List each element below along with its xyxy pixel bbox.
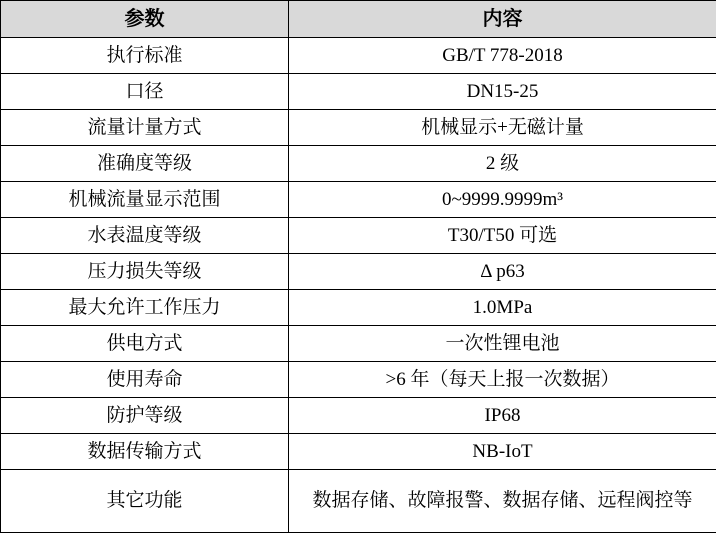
table-row xyxy=(1,182,716,218)
row-parameter: 压力损失等级 xyxy=(1,254,289,290)
row-value: IP68 xyxy=(289,398,716,434)
row-value: >6 年（每天上报一次数据） xyxy=(289,362,716,398)
table-row xyxy=(1,110,716,146)
row-parameter: 准确度等级 xyxy=(1,146,289,182)
table-row xyxy=(1,146,716,182)
table-body xyxy=(1,38,716,533)
row-value: GB/T 778-2018 xyxy=(289,38,716,74)
row-value: Δ p63 xyxy=(289,254,716,290)
row-parameter: 口径 xyxy=(1,74,289,110)
row-parameter: 数据传输方式 xyxy=(1,434,289,470)
row-parameter: 供电方式 xyxy=(1,326,289,362)
table-row xyxy=(1,434,716,470)
table-row xyxy=(1,326,716,362)
table-row xyxy=(1,470,716,533)
row-parameter: 最大允许工作压力 xyxy=(1,290,289,326)
row-parameter: 使用寿命 xyxy=(1,362,289,398)
row-parameter: 防护等级 xyxy=(1,398,289,434)
table-header-row xyxy=(1,1,716,38)
table-header xyxy=(1,1,716,38)
row-parameter: 流量计量方式 xyxy=(1,110,289,146)
table-row xyxy=(1,38,716,74)
table-row xyxy=(1,74,716,110)
row-value: 机械显示+无磁计量 xyxy=(289,110,716,146)
table-row xyxy=(1,398,716,434)
row-value: 0~9999.9999m³ xyxy=(289,182,716,218)
row-value: T30/T50 可选 xyxy=(289,218,716,254)
row-value: 1.0MPa xyxy=(289,290,716,326)
column-header-content: 内容 xyxy=(289,1,716,38)
row-parameter: 水表温度等级 xyxy=(1,218,289,254)
row-value: 一次性锂电池 xyxy=(289,326,716,362)
row-parameter: 其它功能 xyxy=(1,470,289,533)
row-value: 2 级 xyxy=(289,146,716,182)
row-parameter: 机械流量显示范围 xyxy=(1,182,289,218)
table-row xyxy=(1,362,716,398)
row-value: NB-IoT xyxy=(289,434,716,470)
row-value: DN15-25 xyxy=(289,74,716,110)
row-value: 数据存储、故障报警、数据存储、远程阀控等 xyxy=(289,470,716,533)
table-row xyxy=(1,254,716,290)
row-parameter: 执行标准 xyxy=(1,38,289,74)
column-header-parameter: 参数 xyxy=(1,1,289,38)
table-row xyxy=(1,218,716,254)
table-row xyxy=(1,290,716,326)
